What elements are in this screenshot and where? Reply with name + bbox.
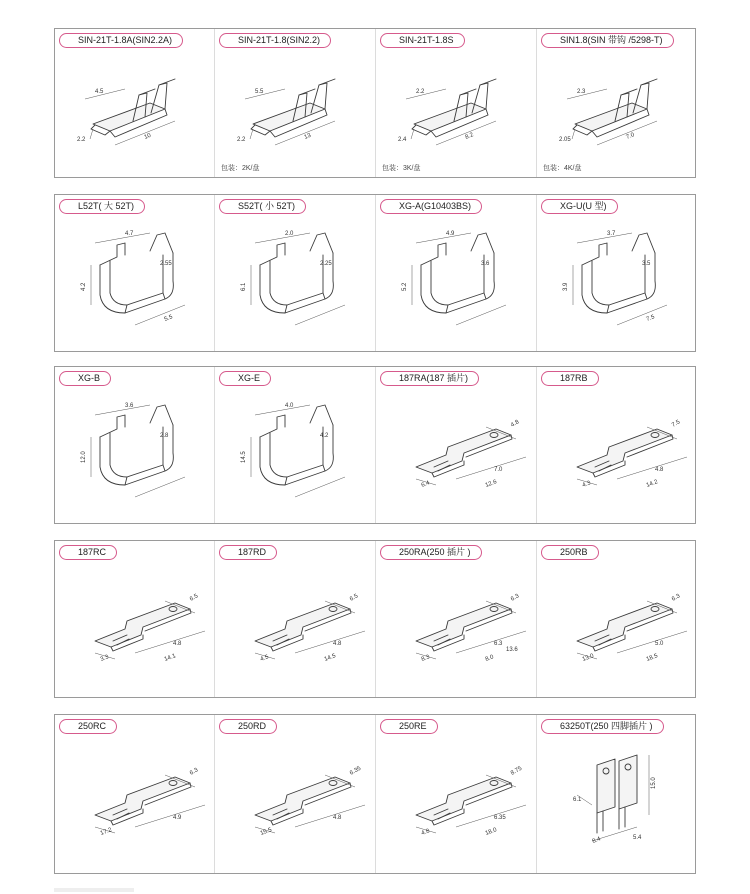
dimension-label: 13.0 [581,653,595,663]
dimension-label: 4.9 [173,815,182,821]
product-card [215,367,376,523]
product-card [215,715,376,873]
product-card [55,541,215,697]
dimension-label: 7.0 [625,132,636,141]
product-card [215,541,376,697]
dimension-label: 6.5 [349,593,360,603]
dimension-label: 2.0 [285,231,294,237]
dimension-label: 5.5 [163,314,174,323]
dimension-label: 3.6 [481,261,490,267]
dimension-label: 2.05 [559,137,571,143]
dimension-label: 10 [143,132,152,141]
dimension-label: 2.2 [416,89,425,95]
dimension-label: 8.4 [591,836,602,845]
model-label: 187RC [59,545,117,560]
dimension-label: 5.2 [402,282,408,291]
product-card [376,195,537,351]
terminal-drawing [215,29,376,177]
dimension-label: 3.5 [642,261,651,267]
product-panel-row-3 [54,366,696,524]
dimension-label: 4.3 [581,480,592,489]
dimension-label: 6.3 [510,593,521,603]
product-card [55,715,215,873]
packaging-note: 包装：2K/盘 [221,165,260,172]
dimension-label: 6.5 [189,593,200,603]
dimension-label: 6.1 [241,282,247,291]
model-label: L52T( 大 52T) [59,199,145,214]
dimension-label: 13.6 [506,647,518,653]
product-card [537,195,697,351]
dimension-label: 18.0 [484,827,498,837]
product-card [537,29,697,177]
terminal-drawing [215,195,376,351]
model-label: 187RD [219,545,277,560]
product-card [537,541,697,697]
dimension-label: 4.8 [510,419,521,429]
dimension-label: 4.7 [125,231,134,237]
product-panel-row-4 [54,540,696,698]
model-label: SIN1.8(SIN 带钩 /5298-T) [541,33,674,48]
dimension-label: 3.9 [563,282,569,291]
dimension-label: 15.0 [651,777,657,789]
dimension-label: 8.75 [510,765,524,777]
dimension-label: 14.5 [241,451,247,463]
dimension-label: 5.0 [655,641,664,647]
terminal-drawing [215,541,376,697]
terminal-drawing [55,195,215,351]
product-card [215,195,376,351]
model-label: SIN-21T-1.8(SIN2.2) [219,33,331,48]
dimension-label: 4.8 [420,828,431,837]
dimension-label: 7.5 [645,314,656,323]
dimension-label: 6.4 [420,480,431,489]
dimension-label: 4.2 [81,282,87,291]
dimension-label: 3.3 [99,654,110,663]
terminal-drawing [537,541,697,697]
terminal-drawing [376,29,537,177]
dimension-label: 4.2 [320,433,329,439]
terminal-drawing [537,29,697,177]
model-label: 250RA(250 插片 ) [380,545,482,560]
dimension-label: 8.0 [484,654,495,663]
terminal-drawing [55,29,215,177]
dimension-label: 6.35 [494,815,506,821]
product-card [55,367,215,523]
footer-bar [54,888,134,892]
terminal-drawing [215,367,376,523]
model-label: SIN-21T-1.8A(SIN2.2A) [59,33,183,48]
product-panel-row-2 [54,194,696,352]
product-card [537,367,697,523]
dimension-label: 6.35 [349,765,363,777]
dimension-label: 4.0 [285,403,294,409]
dimension-label: 6.3 [494,641,503,647]
product-card [376,541,537,697]
terminal-drawing [55,367,215,523]
dimension-label: 7.0 [494,467,503,473]
dimension-label: 3.6 [125,403,134,409]
product-card [376,367,537,523]
model-label: 250RD [219,719,277,734]
model-label: 187RB [541,371,599,386]
dimension-label: 3.7 [607,231,616,237]
dimension-label: 14.2 [645,479,659,489]
dimension-label: 4.9 [446,231,455,237]
dimension-label: 6.3 [189,767,200,777]
model-label: XG-U(U 型) [541,199,618,214]
packaging-note: 包装：4K/盘 [543,165,582,172]
dimension-label: 14.1 [163,653,177,663]
model-label: 63250T(250 四脚插片 ) [541,719,664,734]
model-label: SIN-21T-1.8S [380,33,465,48]
dimension-label: 6.1 [573,797,582,803]
terminal-drawing [376,367,537,523]
dimension-label: 2.8 [160,433,169,439]
dimension-label: 5.5 [255,89,264,95]
dimension-label: 2.55 [160,261,172,267]
dimension-label: 15.5 [259,827,273,837]
dimension-label: 4.5 [259,654,270,663]
dimension-label: 2.3 [577,89,586,95]
terminal-drawing [376,195,537,351]
dimension-label: 7.5 [671,419,682,429]
terminal-drawing [376,715,537,873]
model-label: XG-B [59,371,111,386]
dimension-label: 2.2 [237,137,246,143]
product-card [537,715,697,873]
dimension-label: 4.8 [173,641,182,647]
dimension-label: 18.5 [645,653,659,663]
model-label: 250RC [59,719,117,734]
product-card [376,715,537,873]
model-label: 187RA(187 插片) [380,371,479,386]
model-label: 250RE [380,719,438,734]
dimension-label: 12.0 [81,451,87,463]
product-panel-row-1 [54,28,696,178]
terminal-drawing [537,715,697,873]
dimension-label: 4.8 [333,815,342,821]
dimension-label: 17.2 [99,827,113,837]
dimension-label: 2.4 [398,137,407,143]
terminal-drawing [537,367,697,523]
dimension-label: 4.5 [95,89,104,95]
dimension-label: 4.8 [333,641,342,647]
packaging-note: 包装：3K/盘 [382,165,421,172]
product-card [55,195,215,351]
dimension-label: 2.25 [320,261,332,267]
model-label: 250RB [541,545,599,560]
terminal-drawing [215,715,376,873]
model-label: XG-A(G10403BS) [380,199,482,214]
dimension-label: 14.5 [323,653,337,663]
terminal-drawing [537,195,697,351]
dimension-label: 2.2 [77,137,86,143]
terminal-drawing [376,541,537,697]
product-card [215,29,376,177]
model-label: S52T( 小 52T) [219,199,306,214]
product-card [376,29,537,177]
terminal-drawing [55,541,215,697]
dimension-label: 13 [303,132,312,141]
dimension-label: 6.3 [671,593,682,603]
dimension-label: 8.3 [420,654,431,663]
terminal-drawing [55,715,215,873]
dimension-label: 4.8 [655,467,664,473]
model-label: XG-E [219,371,271,386]
dimension-label: 8.2 [464,132,475,141]
dimension-label: 12.6 [484,479,498,489]
product-card [55,29,215,177]
dimension-label: 5.4 [633,835,642,841]
product-panel-row-5 [54,714,696,874]
